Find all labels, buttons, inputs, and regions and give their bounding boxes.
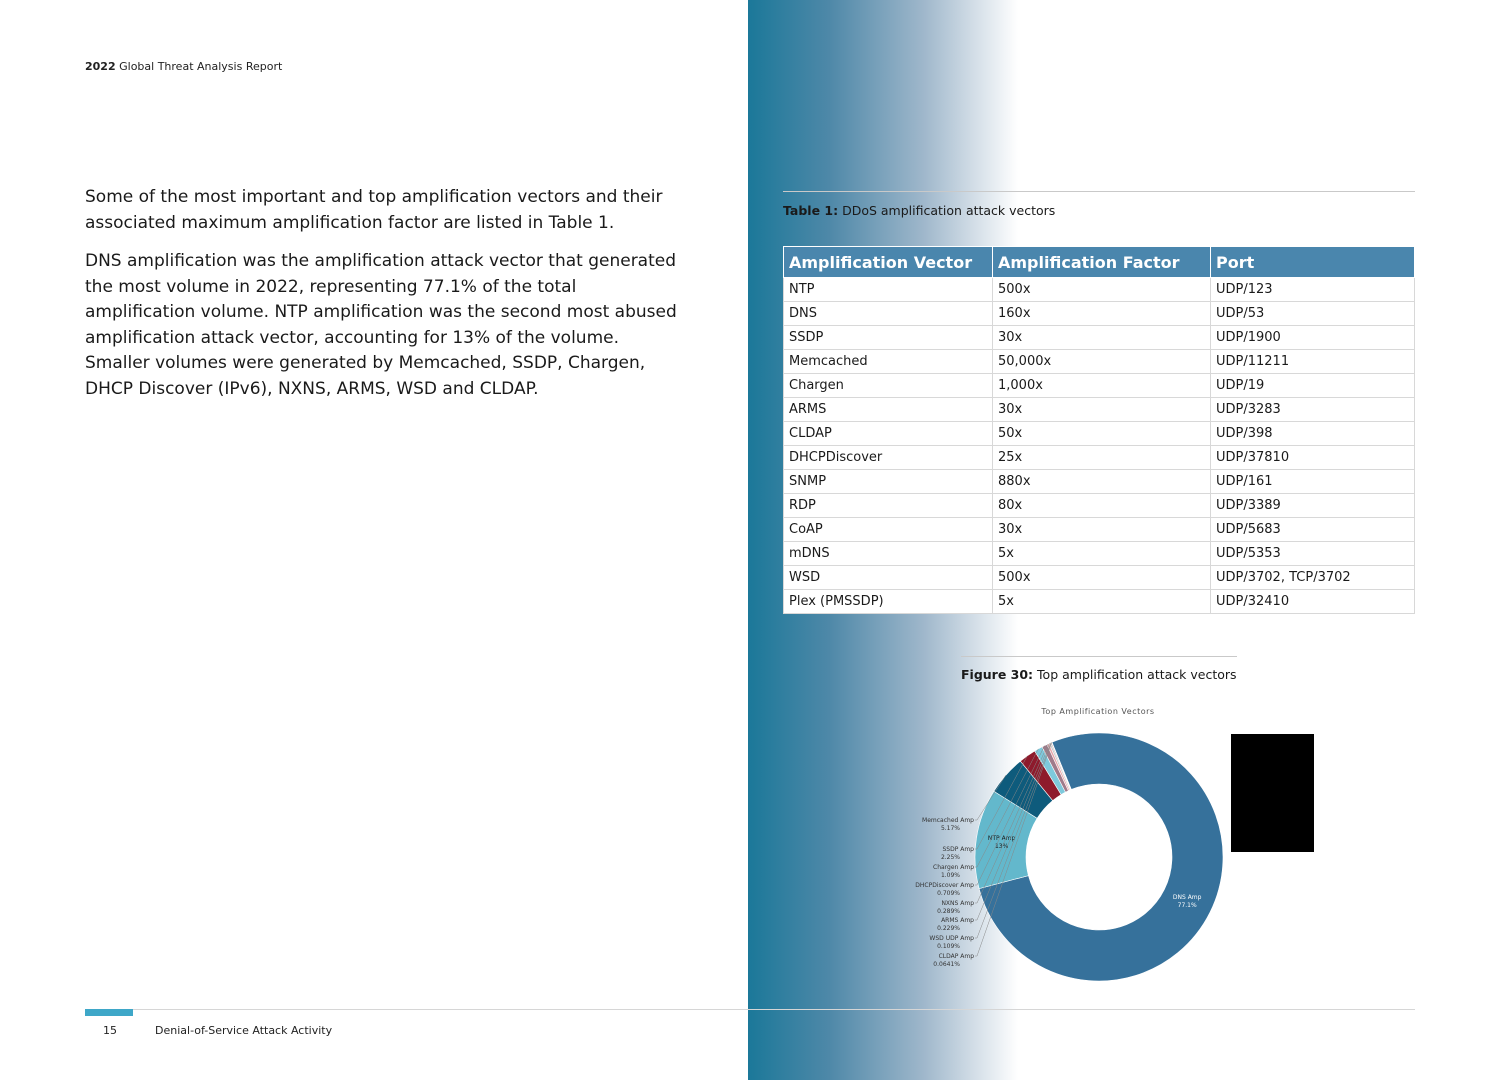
cell-vector: SNMP [784,470,993,494]
slice-label-name-8: WSD UDP Amp [929,935,974,942]
cell-vector: DHCPDiscover [784,446,993,470]
report-header [85,60,282,73]
table-row [784,518,1415,542]
cell-port: UDP/11211 [1211,350,1415,374]
slice-label-name-6: NXNS Amp [941,900,974,907]
cell-factor: 880x [993,470,1211,494]
table-row [784,350,1415,374]
cell-vector: SSDP [784,326,993,350]
table-row [784,590,1415,614]
slice-label-name-7: ARMS Amp [941,917,974,924]
cell-port: UDP/123 [1211,278,1415,302]
footer-section-name: Denial-of-Service Attack Activity [155,1024,333,1037]
cell-factor: 160x [993,302,1211,326]
table-row [784,446,1415,470]
cell-vector: ARMS [784,398,993,422]
table-row [784,278,1415,302]
cell-factor: 500x [993,278,1211,302]
slice-label-value-4: 1.09% [940,872,960,879]
cell-port: UDP/32410 [1211,590,1415,614]
slice-label-name-1: NTP Amp [987,835,1016,843]
slice-label-value-7: 0.229% [937,925,960,932]
cell-factor: 500x [993,566,1211,590]
cell-vector: CLDAP [784,422,993,446]
cell-vector: RDP [784,494,993,518]
cell-vector: WSD [784,566,993,590]
amplification-vectors-table [783,246,1415,614]
cell-factor: 30x [993,398,1211,422]
table-row [784,494,1415,518]
cell-port: UDP/19 [1211,374,1415,398]
table-row [784,326,1415,350]
table-row [784,374,1415,398]
column-header-port: Port [1211,247,1415,278]
figure-divider [961,656,1237,657]
cell-vector: Memcached [784,350,993,374]
table-row [784,566,1415,590]
figure-caption-label: Figure 30: [961,667,1034,682]
redacted-legend-box [1231,734,1314,852]
table-caption-label: Table 1: [783,203,839,218]
cell-factor: 50,000x [993,350,1211,374]
table-divider [783,191,1415,192]
cell-factor: 5x [993,542,1211,566]
cell-port: UDP/3702, TCP/3702 [1211,566,1415,590]
cell-port: UDP/5683 [1211,518,1415,542]
page-number: 15 [103,1024,117,1037]
slice-label-value-2: 5.17% [940,825,960,832]
column-header-vector: Amplification Vector [784,247,993,278]
body-paragraph-2: DNS amplification was the amplification attack vector that generated the most volume in 2022, representing 77.1% of the total amplification volume. NTP amplification was the second most abused amplification attack vector, accounting for 13% of the volume. Smaller volumes were generated by Memcached, SSDP, Chargen, DHCP Discover (IPv6), NXNS, ARMS, WSD and CLDAP. [85,251,677,399]
cell-factor: 30x [993,326,1211,350]
donut-chart [900,725,1230,985]
chart-title: Top Amplification Vectors [1041,707,1155,716]
cell-vector: CoAP [784,518,993,542]
slice-label-name-3: SSDP Amp [942,846,974,853]
column-header-factor: Amplification Factor [993,247,1211,278]
cell-port: UDP/5353 [1211,542,1415,566]
table-row [784,470,1415,494]
cell-port: UDP/3389 [1211,494,1415,518]
slice-label-value-3: 2.25% [940,854,960,861]
cell-vector: DNS [784,302,993,326]
report-title: Global Threat Analysis Report [119,60,283,73]
table-row [784,422,1415,446]
slice-label-name-0: DNS Amp [1172,893,1202,901]
table-caption-text: DDoS amplification attack vectors [842,203,1056,218]
table-row [784,398,1415,422]
figure-caption [961,667,1237,682]
cell-port: UDP/161 [1211,470,1415,494]
report-year: 2022 [85,60,116,73]
slice-label-value-6: 0.289% [937,908,960,915]
cell-port: UDP/1900 [1211,326,1415,350]
table-row [784,302,1415,326]
cell-vector: Chargen [784,374,993,398]
cell-factor: 30x [993,518,1211,542]
footer-accent-bar [85,1009,133,1016]
slice-label-value-5: 0.709% [937,890,960,897]
cell-port: UDP/3283 [1211,398,1415,422]
table-header-row [784,247,1415,278]
cell-factor: 50x [993,422,1211,446]
slice-label-name-9: CLDAP Amp [938,953,974,960]
body-paragraph-1: Some of the most important and top amplification vectors and their associated maximum amplification factor are listed in Table 1. [85,187,663,233]
slice-label-value-9: 0.0641% [933,961,960,968]
cell-factor: 80x [993,494,1211,518]
body-text [85,185,685,415]
cell-factor: 5x [993,590,1211,614]
cell-factor: 25x [993,446,1211,470]
figure-caption-text: Top amplification attack vectors [1037,667,1237,682]
table-row [784,542,1415,566]
cell-vector: Plex (PMSSDP) [784,590,993,614]
slice-label-name-5: DHCPDiscover Amp [915,882,974,889]
cell-port: UDP/398 [1211,422,1415,446]
slice-label-value-8: 0.109% [937,943,960,950]
slice-label-name-2: Memcached Amp [922,817,974,824]
slice-label-value-0: 77.1% [1177,901,1197,909]
footer-rule [85,1009,1415,1010]
cell-port: UDP/53 [1211,302,1415,326]
slice-label-name-4: Chargen Amp [933,864,974,871]
cell-port: UDP/37810 [1211,446,1415,470]
slice-label-value-1: 13% [994,843,1009,851]
cell-factor: 1,000x [993,374,1211,398]
cell-vector: NTP [784,278,993,302]
table-caption [783,203,1055,218]
cell-vector: mDNS [784,542,993,566]
